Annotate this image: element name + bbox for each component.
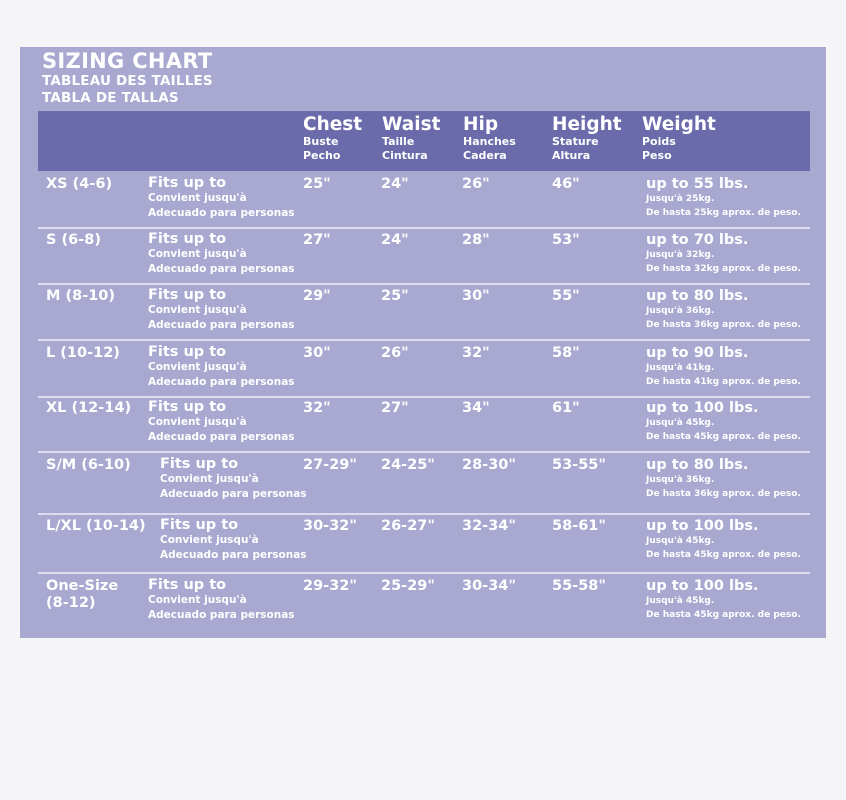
weight-cell [646, 457, 801, 501]
height-value: 58-61" [552, 518, 606, 534]
fits-cell [148, 232, 295, 277]
size-label: XL (12-14) [46, 400, 132, 416]
size-label: M (8-10) [46, 288, 116, 304]
row-separator [38, 227, 810, 229]
weight-kg-es: De hasta 45kg aprox. de peso. [646, 550, 801, 560]
fits-es: Adecuado para personas [148, 207, 295, 219]
fits-en: Fits up to [160, 456, 239, 472]
fits-fr: Convient jusqu'à [160, 534, 259, 546]
height-value: 55" [552, 288, 580, 304]
fits-en: Fits up to [148, 577, 227, 593]
waist-value: 24-25" [381, 457, 435, 473]
fits-es: Adecuado para personas [148, 263, 295, 275]
row-separator [38, 513, 810, 515]
fits-fr: Convient jusqu'à [148, 594, 247, 606]
title-french: TABLEAU DES TAILLES [42, 73, 213, 89]
waist-value: 27" [381, 400, 409, 416]
header-weight [642, 115, 716, 163]
fits-fr: Convient jusqu'à [148, 248, 247, 260]
hip-value: 26" [462, 176, 490, 192]
header-height [552, 115, 622, 163]
header-chest [303, 115, 362, 163]
row-separator [38, 396, 810, 398]
header-height-en: Height [552, 114, 622, 135]
height-value: 53" [552, 232, 580, 248]
weight-cell [646, 578, 801, 622]
header-waist-en: Waist [382, 114, 441, 135]
chest-value: 30-32" [303, 518, 357, 534]
fits-cell [148, 578, 295, 623]
fits-fr: Convient jusqu'à [148, 361, 247, 373]
height-value: 46" [552, 176, 580, 192]
waist-value: 24" [381, 232, 409, 248]
hip-value: 30" [462, 288, 490, 304]
header-chest-es: Pecho [303, 149, 341, 162]
size-cell [46, 345, 120, 362]
weight-lbs: up to 80 lbs. [646, 288, 749, 304]
size-cell [46, 518, 146, 535]
weight-cell [646, 176, 801, 220]
chest-value: 29-32" [303, 578, 357, 594]
size-label: One-Size [46, 578, 119, 594]
header-hip [463, 115, 516, 163]
height-value: 58" [552, 345, 580, 361]
fits-es: Adecuado para personas [160, 488, 307, 500]
fits-en: Fits up to [148, 344, 227, 360]
weight-lbs: up to 80 lbs. [646, 457, 749, 473]
weight-kg-fr: Jusqu'à 32kg. [646, 250, 715, 260]
weight-kg-fr: Jusqu'à 45kg. [646, 418, 715, 428]
header-chest-fr: Buste [303, 135, 339, 148]
weight-kg-fr: Jusqu'à 45kg. [646, 536, 715, 546]
height-value: 53-55" [552, 457, 606, 473]
header-weight-en: Weight [642, 114, 716, 135]
weight-kg-es: De hasta 36kg aprox. de peso. [646, 489, 801, 499]
chest-value: 30" [303, 345, 331, 361]
weight-kg-fr: Jusqu'à 25kg. [646, 194, 715, 204]
fits-cell [148, 288, 295, 333]
fits-fr: Convient jusqu'à [148, 304, 247, 316]
row-separator [38, 451, 810, 453]
weight-lbs: up to 70 lbs. [646, 232, 749, 248]
hip-value: 30-34" [462, 578, 516, 594]
fits-es: Adecuado para personas [148, 609, 295, 621]
weight-cell [646, 288, 801, 332]
fits-en: Fits up to [148, 175, 227, 191]
fits-fr: Convient jusqu'à [160, 473, 259, 485]
fits-es: Adecuado para personas [148, 319, 295, 331]
size-label: L (10-12) [46, 345, 120, 361]
chest-value: 29" [303, 288, 331, 304]
fits-fr: Convient jusqu'à [148, 416, 247, 428]
size-label: L/XL (10-14) [46, 518, 146, 534]
header-hip-fr: Hanches [463, 135, 516, 148]
hip-value: 28-30" [462, 457, 516, 473]
fits-es: Adecuado para personas [148, 431, 295, 443]
header-hip-en: Hip [463, 114, 499, 135]
weight-kg-es: De hasta 32kg aprox. de peso. [646, 264, 801, 274]
table-header [38, 111, 810, 171]
weight-cell [646, 345, 801, 389]
weight-lbs: up to 55 lbs. [646, 176, 749, 192]
hip-value: 34" [462, 400, 490, 416]
fits-cell [148, 400, 295, 445]
waist-value: 24" [381, 176, 409, 192]
weight-kg-es: De hasta 25kg aprox. de peso. [646, 208, 801, 218]
row-separator [38, 339, 810, 341]
header-height-es: Altura [552, 149, 591, 162]
chart-titles [42, 49, 213, 107]
header-waist [382, 115, 440, 163]
waist-value: 25-29" [381, 578, 435, 594]
fits-es: Adecuado para personas [160, 549, 307, 561]
weight-lbs: up to 90 lbs. [646, 345, 749, 361]
header-hip-es: Cadera [463, 149, 507, 162]
header-waist-es: Cintura [382, 149, 428, 162]
waist-value: 25" [381, 288, 409, 304]
weight-kg-es: De hasta 45kg aprox. de peso. [646, 610, 801, 620]
fits-en: Fits up to [148, 231, 227, 247]
hip-value: 32-34" [462, 518, 516, 534]
hip-value: 28" [462, 232, 490, 248]
weight-kg-fr: Jusqu'à 36kg. [646, 306, 715, 316]
weight-kg-fr: Jusqu'à 36kg. [646, 475, 715, 485]
weight-lbs: up to 100 lbs. [646, 578, 759, 594]
chest-value: 32" [303, 400, 331, 416]
header-weight-fr: Poids [642, 135, 676, 148]
chest-value: 27" [303, 232, 331, 248]
weight-kg-es: De hasta 36kg aprox. de peso. [646, 320, 801, 330]
fits-en: Fits up to [148, 287, 227, 303]
size-label: S/M (6-10) [46, 457, 131, 473]
waist-value: 26" [381, 345, 409, 361]
waist-value: 26-27" [381, 518, 435, 534]
weight-kg-es: De hasta 45kg aprox. de peso. [646, 432, 801, 442]
fits-cell [148, 345, 295, 390]
weight-kg-es: De hasta 41kg aprox. de peso. [646, 377, 801, 387]
sizing-chart-card [20, 47, 826, 638]
fits-cell [160, 457, 307, 502]
weight-cell [646, 518, 801, 562]
chest-value: 25" [303, 176, 331, 192]
size-label: S (6-8) [46, 232, 101, 248]
weight-kg-fr: Jusqu'à 41kg. [646, 363, 715, 373]
chest-value: 27-29" [303, 457, 357, 473]
weight-lbs: up to 100 lbs. [646, 518, 759, 534]
fits-cell [160, 518, 307, 563]
size-cell [46, 457, 131, 474]
title-spanish: TABLA DE TALLAS [42, 90, 179, 106]
size-cell [46, 578, 118, 612]
header-waist-fr: Taille [382, 135, 415, 148]
size-cell [46, 176, 112, 193]
size-label-line2: (8-12) [46, 595, 96, 611]
title-english: SIZING CHART [42, 49, 213, 73]
fits-en: Fits up to [148, 399, 227, 415]
weight-cell [646, 232, 801, 276]
fits-en: Fits up to [160, 517, 239, 533]
header-height-fr: Stature [552, 135, 599, 148]
header-chest-en: Chest [303, 114, 363, 135]
height-value: 61" [552, 400, 580, 416]
weight-lbs: up to 100 lbs. [646, 400, 759, 416]
weight-cell [646, 400, 801, 444]
height-value: 55-58" [552, 578, 606, 594]
fits-fr: Convient jusqu'à [148, 192, 247, 204]
size-cell [46, 400, 131, 417]
weight-kg-fr: Jusqu'à 45kg. [646, 596, 715, 606]
size-label: XS (4-6) [46, 176, 113, 192]
size-cell [46, 232, 101, 249]
hip-value: 32" [462, 345, 490, 361]
size-cell [46, 288, 115, 305]
row-separator [38, 572, 810, 574]
row-separator [38, 283, 810, 285]
header-weight-es: Peso [642, 149, 672, 162]
fits-cell [148, 176, 295, 221]
fits-es: Adecuado para personas [148, 376, 295, 388]
